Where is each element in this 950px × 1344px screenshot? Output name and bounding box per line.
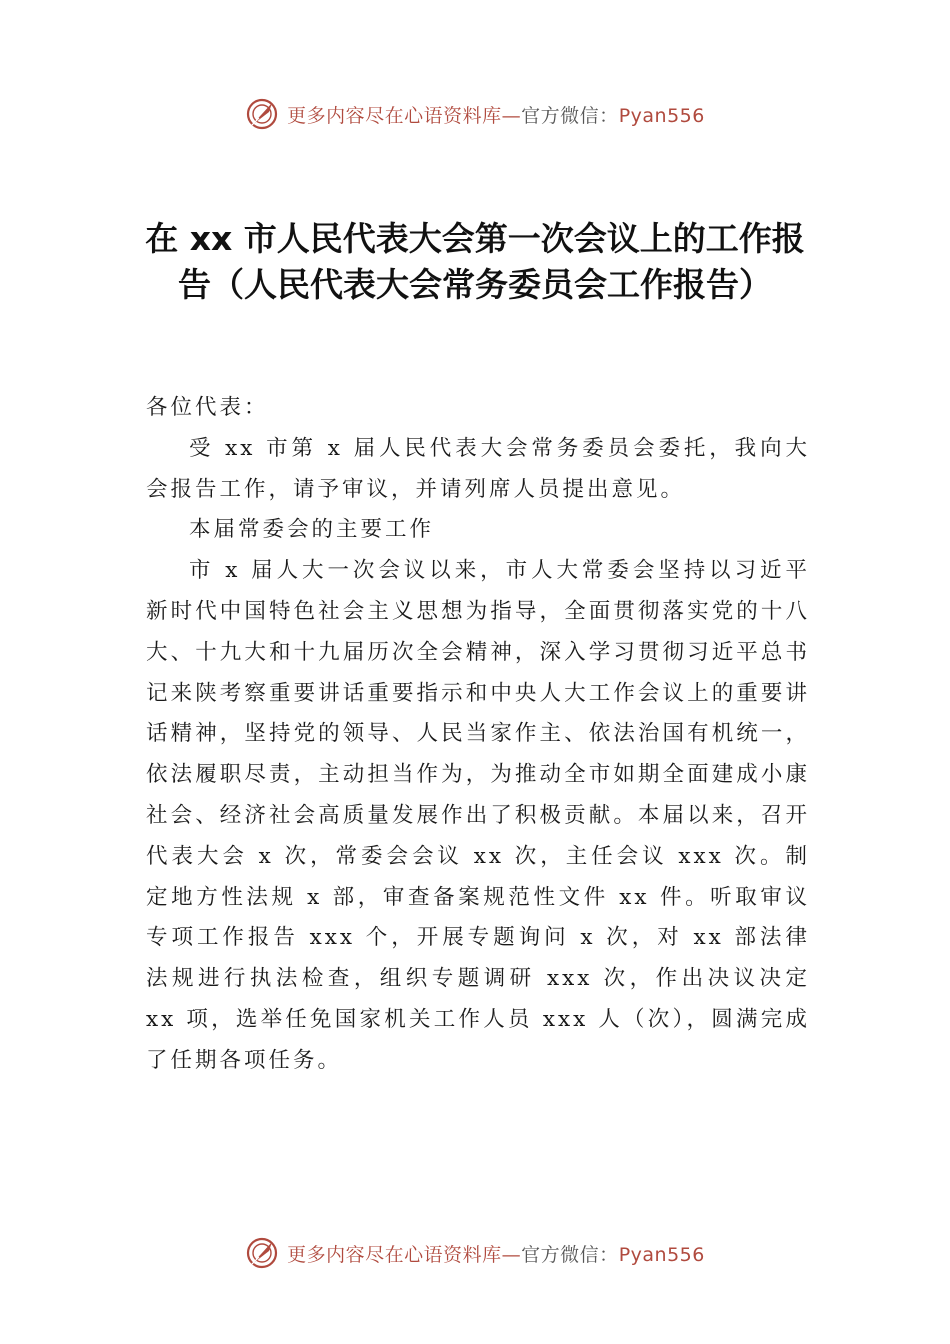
footer-wechat-id: Pyan556 xyxy=(618,1243,705,1266)
document-body xyxy=(146,388,810,1082)
section-heading: 本届常委会的主要工作 xyxy=(189,517,435,543)
header-wechat-label: 官方微信： xyxy=(521,104,619,127)
header-banner xyxy=(0,94,950,134)
header-separator: — xyxy=(501,104,522,127)
footer-banner xyxy=(0,1233,950,1273)
footer-promo-text: 更多内容尽在心语资料库 xyxy=(287,1243,502,1266)
document-title: 在 xx 市人民代表大会第一次会议上的工作报告（人民代表大会常务委员会工作报告） xyxy=(145,219,805,304)
footer-separator: — xyxy=(501,1243,522,1266)
header-promo-text: 更多内容尽在心语资料库 xyxy=(287,104,502,127)
quill-pen-logo-icon xyxy=(245,97,279,131)
paragraph-2: 市 x 届人大一次会议以来，市人大常委会坚持以习近平新时代中国特色社会主义思想为指导，全面贯彻落实党的十八大、十九大和十九届历次全会精神，深入学习贯彻习近平总书记来陕考察重要讲话重要指示和中央人大工作会议上的重要讲话精神，坚持党的领导、人民当家作主、依法治国有机统一，依法履职尽责，主动担当作为，为推动全市如期全面建成小康社会、经济社会高质量发展作出了积极贡献。本届以来，召开代表大会 x 次，常委会会议 xx 次，主任会议 xxx 次。制定地方性法规 x 部，审查备案规范性文件 xx 件。听取审议专项工作报告 xxx 个，开展专题询问 x 次，对 xx 部法律法规进行执法检查，组织专题调研 xxx 次，作出决议决定 xx 项，选举任免国家机关工作人员 xxx 人（次），圆满完成了任期各项任务。 xyxy=(146,558,810,1073)
quill-pen-logo-icon xyxy=(245,1236,279,1270)
footer-banner-text xyxy=(287,1240,705,1267)
salutation: 各位代表： xyxy=(146,395,269,420)
header-wechat-id: Pyan556 xyxy=(618,104,705,127)
footer-wechat-label: 官方微信： xyxy=(521,1243,619,1266)
paragraph-1: 受 xx 市第 x 届人民代表大会常务委员会委托，我向大会报告工作，请予审议，并请列席人员提出意见。 xyxy=(146,435,810,502)
header-banner-text xyxy=(287,101,705,128)
